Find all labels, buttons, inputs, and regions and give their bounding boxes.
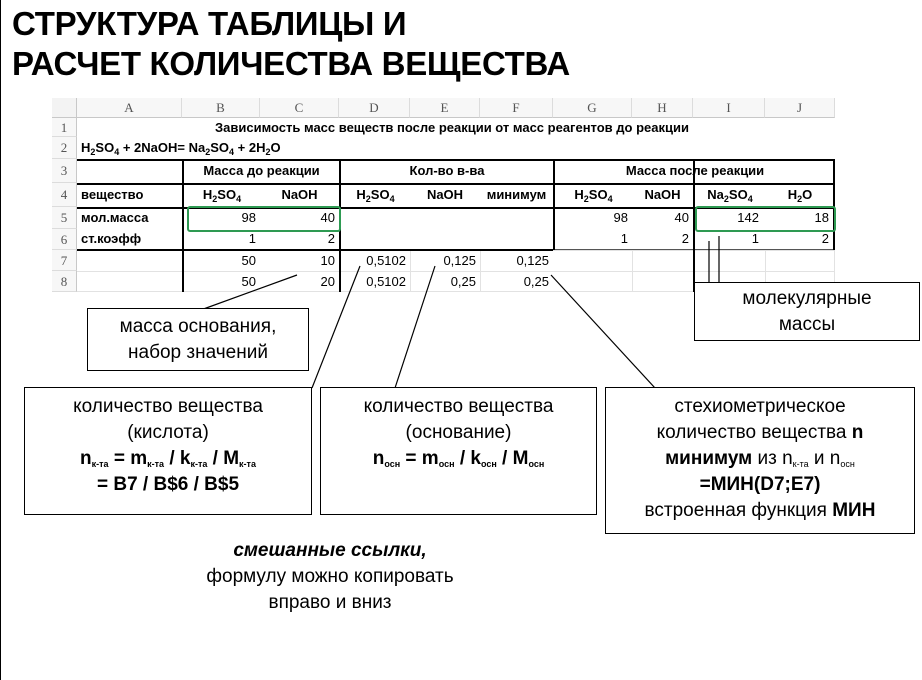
- col-header-C[interactable]: C: [260, 98, 339, 118]
- row-header-1[interactable]: 1: [52, 118, 77, 137]
- cell-D8[interactable]: 0,5102: [366, 274, 406, 289]
- label-stoich-coeff: ст.коэфф: [81, 231, 142, 246]
- cell-G5[interactable]: 98: [613, 210, 628, 225]
- callout-base-mass: [87, 308, 309, 371]
- hdr-H-naoh: NaOH: [644, 187, 681, 202]
- group-mass-after: Масса после реакции: [625, 163, 765, 178]
- hdr-J-h2o: $H_2O$: [787, 187, 813, 204]
- cell-E7[interactable]: 0,125: [443, 253, 476, 268]
- cell-C5[interactable]: 40: [320, 210, 335, 225]
- cell-J5[interactable]: 18: [814, 210, 829, 225]
- callout-text: набор значений: [128, 342, 268, 363]
- acid-formula: $n_{к-та} = m_{к-та} / k_{к-та} / M_{к-та}$: [80, 448, 256, 469]
- label-molar-mass: мол.масса: [81, 210, 149, 225]
- callout-text: (основание): [405, 422, 512, 443]
- leader-stoich: [551, 275, 655, 388]
- hdr-I-na2so4: $Na_2SO_4$: [707, 187, 753, 204]
- row-header-8[interactable]: 8: [52, 271, 77, 292]
- row-header-4[interactable]: 4: [52, 183, 77, 207]
- cell-B6[interactable]: 1: [248, 231, 256, 246]
- cell-D7[interactable]: 0,5102: [366, 253, 406, 268]
- col-header-E[interactable]: E: [410, 98, 480, 118]
- note-text: вправо и вниз: [268, 592, 392, 613]
- hdr-G-h2so4: $H_2SO_4$: [574, 187, 613, 204]
- cell-I6[interactable]: 1: [751, 231, 759, 246]
- callout-base-moles: [320, 387, 597, 515]
- note-text: формулу можно копировать: [206, 566, 454, 587]
- hdr-F-minimum: минимум: [486, 187, 547, 202]
- col-header-D[interactable]: D: [339, 98, 410, 118]
- cell-B7[interactable]: 50: [241, 253, 256, 268]
- cell-H6[interactable]: 2: [681, 231, 689, 246]
- cell-G6[interactable]: 1: [620, 231, 628, 246]
- row-header-3[interactable]: 3: [52, 159, 77, 183]
- callout-text: встроенная функция МИН: [644, 500, 876, 521]
- cell-C8[interactable]: 20: [320, 274, 335, 289]
- cell-H5[interactable]: 40: [674, 210, 689, 225]
- leader-base-mass: [198, 275, 297, 311]
- hdr-D-h2so4: $H_2SO_4$: [356, 187, 395, 204]
- callout-text: количество вещества: [73, 396, 263, 417]
- row-header-6[interactable]: 6: [52, 229, 77, 250]
- cell-F8[interactable]: 0,25: [523, 274, 549, 289]
- col-header-F[interactable]: F: [480, 98, 553, 118]
- cell-F7[interactable]: 0,125: [516, 253, 549, 268]
- row-header-5[interactable]: 5: [52, 207, 77, 229]
- callout-text: количество вещества n: [656, 422, 864, 443]
- cell-C7[interactable]: 10: [320, 253, 335, 268]
- col-header-A[interactable]: A: [77, 98, 182, 118]
- cell-E8[interactable]: 0,25: [450, 274, 476, 289]
- mixed-references-note: [150, 538, 510, 616]
- stoich-excel-formula: =МИН(D7;E7): [699, 474, 821, 495]
- sheet-title: Зависимость масс веществ после реакции от масс реагентов до реакции: [215, 120, 689, 135]
- hdr-E-naoh: NaOH: [426, 187, 464, 202]
- callout-molar-masses: [694, 282, 920, 341]
- callout-text: минимум из $n_{к-та}$ и $n_{осн}$: [665, 448, 855, 469]
- cell-B8[interactable]: 50: [241, 274, 256, 289]
- col-header-G[interactable]: G: [553, 98, 632, 118]
- callout-text: масса основания,: [119, 316, 277, 337]
- group-mass-before: Масса до реакции: [203, 163, 320, 178]
- callout-text: (кислота): [127, 422, 209, 443]
- col-header-J[interactable]: J: [765, 98, 835, 118]
- hdr-C-naoh: NaOH: [281, 187, 318, 202]
- callout-stoich-moles: [605, 387, 915, 534]
- hdr-substance: вещество: [81, 187, 144, 202]
- row-header-2[interactable]: 2: [52, 137, 77, 159]
- base-formula: $n_{осн} = m_{осн} / k_{осн} / M_{осн}$: [372, 448, 545, 469]
- leader-acid: [312, 266, 360, 388]
- note-heading: смешанные ссылки,: [233, 540, 427, 561]
- callout-acid-moles: [24, 387, 312, 515]
- hdr-B-h2so4: $H_2SO_4$: [202, 187, 242, 204]
- acid-excel-formula: = B7 / B$6 / B$5: [96, 474, 240, 495]
- cell-C6[interactable]: 2: [327, 231, 335, 246]
- cell-B5[interactable]: 98: [241, 210, 256, 225]
- callout-text: массы: [778, 314, 836, 335]
- col-header-B[interactable]: B: [182, 98, 260, 118]
- col-header-I[interactable]: I: [693, 98, 765, 118]
- callout-text: стехиометрическое: [674, 396, 846, 417]
- title-line-1: СТРУКТУРА ТАБЛИЦЫ И: [12, 5, 407, 42]
- title-line-2: РАСЧЕТ КОЛИЧЕСТВА ВЕЩЕСТВА: [12, 45, 570, 82]
- group-moles: Кол-во в-ва: [409, 163, 485, 178]
- col-header-H[interactable]: H: [632, 98, 693, 118]
- leader-base: [395, 266, 435, 388]
- cell-I5[interactable]: 142: [737, 210, 759, 225]
- callout-text: молекулярные: [742, 288, 872, 309]
- callout-text: количество вещества: [363, 396, 554, 417]
- row-header-7[interactable]: 7: [52, 250, 77, 271]
- cell-J6[interactable]: 2: [821, 231, 829, 246]
- reaction-equation: $H_2SO_4$ + 2NaOH= $Na_2SO_4 + 2H_2O$: [81, 140, 281, 157]
